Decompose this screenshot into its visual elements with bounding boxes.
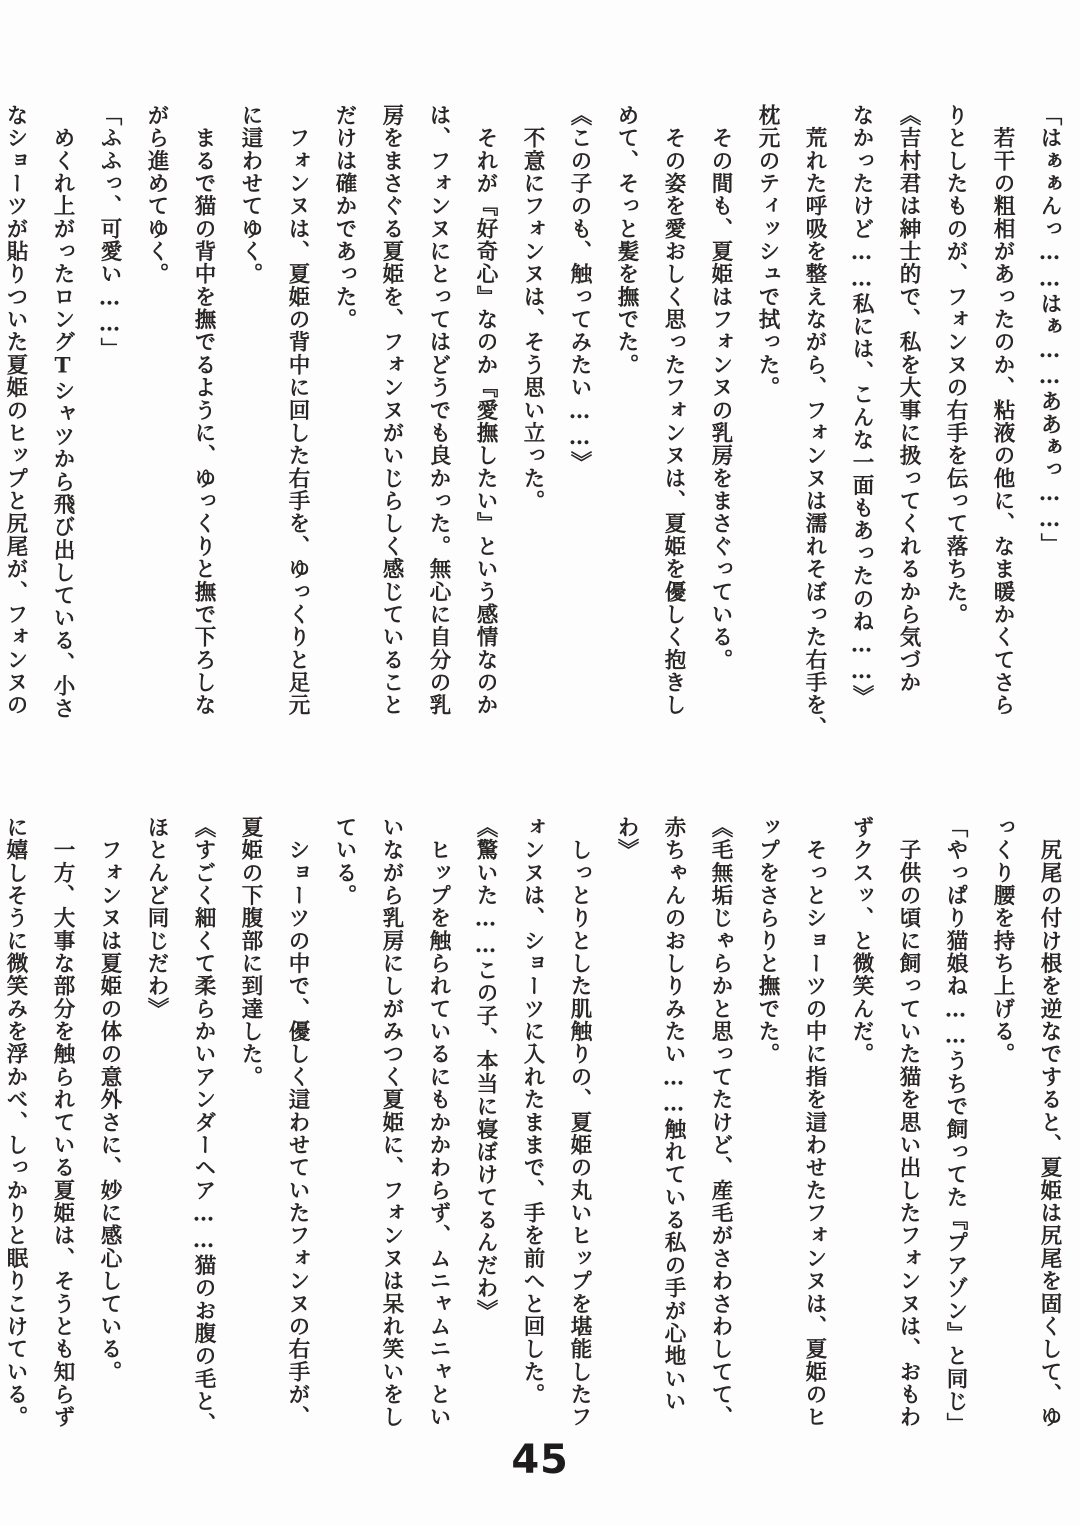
text-column: 子供の頃に飼っていた猫を思い出したフォンヌは、おもわ <box>896 816 921 1429</box>
text-column: 荒れた呼吸を整えながら、フォンヌは濡れそぼった右手を、 <box>802 104 827 740</box>
text-column: しっとりとした肌触りの、夏姫の丸いヒップを堪能したフ <box>567 816 592 1429</box>
text-column: ずクスッ、と微笑んだ。 <box>849 816 874 1066</box>
text-column: りとしたものが、フォンヌの右手を伝って落ちた。 <box>943 104 968 626</box>
text-column: ショーツの中で、優しく這わせていたフォンヌの右手が、 <box>285 816 310 1429</box>
text-column: ている。 <box>332 816 357 907</box>
text-column: なかったけど……私には、こんな一面もあったのね……》 <box>849 104 874 708</box>
text-column: その間も、夏姫はフォンヌの乳房をまさぐっている。 <box>708 104 733 672</box>
text-column: 夏姫の下腹部に到達した。 <box>238 816 263 1089</box>
page-number: 45 <box>511 1437 569 1483</box>
text-column: ヒップを触られているにもかかわらず、ムニャムニャとい <box>426 816 451 1429</box>
text-column: に嬉しそうに微笑みを浮かべ、しっかりと眠りこけている。 <box>3 816 28 1429</box>
text-column: だけは確かであった。 <box>332 104 357 331</box>
text-column: 赤ちゃんのおしりみたい……触れている私の手が心地いい <box>661 816 686 1413</box>
text-column: めくれ上がったロングTシャツから飛び出している、小さ <box>50 104 75 720</box>
text-column: 「ふふっ、可愛い……」 <box>97 104 122 361</box>
text-column: 《驚いた……この子、本当に寝ぼけてるんだわ》 <box>473 816 498 1323</box>
text-column: めて、そっと髪を撫でた。 <box>614 104 639 377</box>
text-column: そっとショーツの中に指を這わせたフォンヌは、夏姫のヒ <box>802 816 827 1429</box>
text-column: 一方、大事な部分を触られている夏姫は、そうとも知らず <box>50 816 75 1429</box>
text-column: ップをさらりと撫でた。 <box>755 816 780 1066</box>
text-column: フォンヌは、夏姫の背中に回した右手を、ゆっくりと足元 <box>285 104 310 717</box>
text-column: 「やっぱり猫娘ね……うちで飼ってた『プアゾン』と同じ」 <box>943 816 968 1436</box>
text-column: 《吉村君は紳士的で、私を大事に扱ってくれるから気づか <box>896 104 921 694</box>
text-column: 若干の粗相があったのか、粘液の他に、なま暖かくてさら <box>990 104 1015 717</box>
text-column: ォンヌは、ショーツに入れたままで、手を前へと回した。 <box>520 816 545 1406</box>
text-column: 不意にフォンヌは、そう思い立った。 <box>520 104 545 513</box>
text-column: ほとんど同じだわ》 <box>144 816 169 1021</box>
text-column: 《この子のも、触ってみたい……》 <box>567 104 592 474</box>
text-column: なショーツが貼りついた夏姫のヒップと尻尾が、フォンヌの <box>3 104 28 717</box>
text-column: は、フォンヌにとってはどうでも良かった。無心に自分の乳 <box>426 104 451 717</box>
text-column: がら進めてゆく。 <box>144 104 169 286</box>
text-column: 《すごく細くて柔らかいアンダーヘア……猫のお腹の毛と、 <box>191 816 216 1436</box>
text-column: フォンヌは夏姫の体の意外さに、妙に感心している。 <box>97 816 122 1384</box>
text-column: っくり腰を持ち上げる。 <box>990 816 1015 1066</box>
text-column: 房をまさぐる夏姫を、フォンヌがいじらしく感じていること <box>379 104 404 717</box>
text-column: それが『好奇心』なのか『愛撫したい』という感情なのか <box>473 104 498 717</box>
text-block-lower <box>3 816 1062 1456</box>
text-column: わ》 <box>614 816 639 862</box>
text-block-upper <box>3 104 1062 754</box>
text-column: 《毛無垢じゃらかと思ってたけど、産毛がさわさわしてて、 <box>708 816 733 1429</box>
text-column: まるで猫の背中を撫でるように、ゆっくりと撫で下ろしな <box>191 104 216 717</box>
text-column: 枕元のティッシュで拭った。 <box>755 104 780 399</box>
text-column: 尻尾の付け根を逆なですると、夏姫は尻尾を固くして、ゆ <box>1037 816 1062 1429</box>
text-column: 「はぁぁんっ……はぁ……ああぁっ……」 <box>1037 104 1062 556</box>
text-column: その姿を愛おしく思ったフォンヌは、夏姫を優しく抱きし <box>661 104 686 717</box>
text-column: いながら乳房にしがみつく夏姫に、フォンヌは呆れ笑いをし <box>379 816 404 1429</box>
text-column: に這わせてゆく。 <box>238 104 263 286</box>
